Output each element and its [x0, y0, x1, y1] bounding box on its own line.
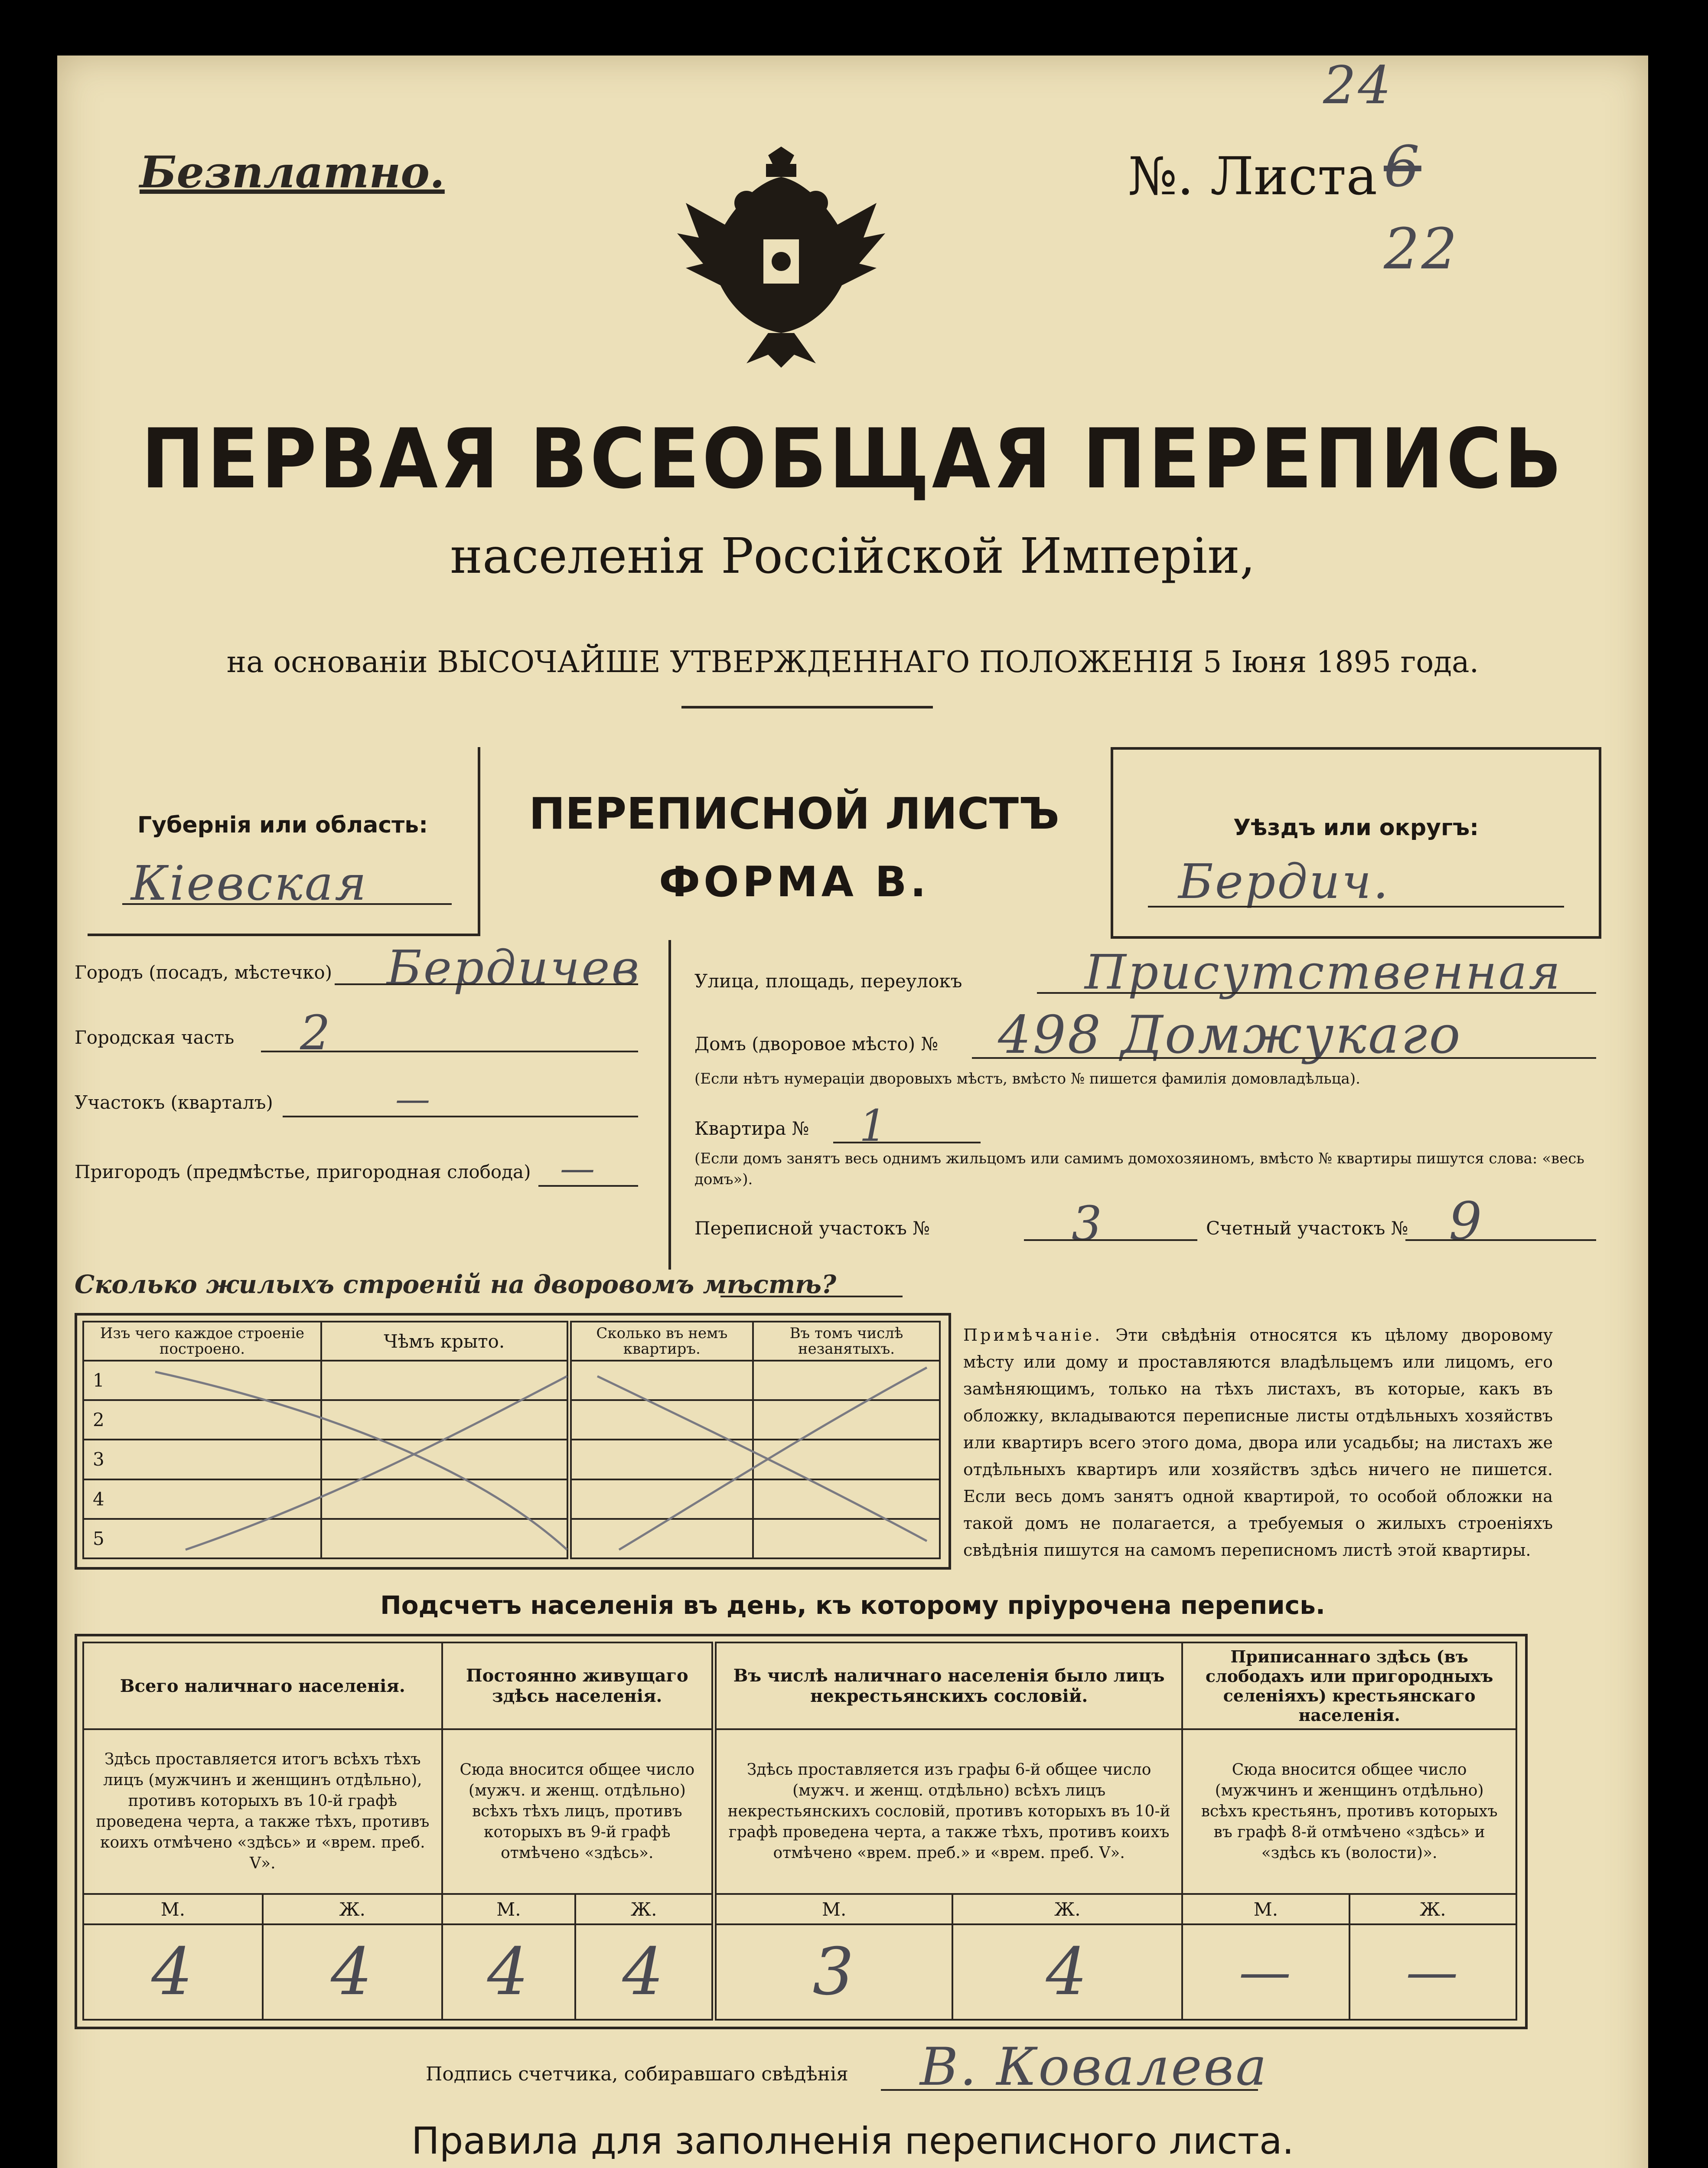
buildings-question-underline	[720, 1296, 903, 1297]
permanent-female: 4	[575, 1924, 714, 2020]
province-underline	[122, 903, 452, 905]
form-title: ПЕРЕПИСНОЙ ЛИСТЪ	[529, 788, 1059, 839]
province-box	[88, 747, 480, 936]
title-divider	[681, 706, 933, 709]
province-value: Кіевская	[131, 855, 368, 911]
city-value: Бердичев	[387, 940, 641, 996]
city-part-label: Городская часть	[75, 1027, 235, 1048]
apartment-underline	[833, 1142, 981, 1143]
precinct-label: Участокъ (кварталъ)	[75, 1092, 273, 1113]
buildings-col-roof: Чѣмъ крыто.	[321, 1322, 569, 1361]
city-part-value: 2	[300, 1005, 332, 1061]
pop-col-desc: Сюда вносится общее число (мужч. и женщ. отдѣльно) всѣхъ тѣхъ лицъ, противъ которыхъ въ 9-й графѣ отмѣчено «здѣсь».	[442, 1729, 714, 1894]
precinct-value: —	[395, 1079, 432, 1119]
pop-col-title: Постоянно живущаго здѣсь населенія.	[442, 1642, 714, 1729]
street-label: Улица, площадь, переулокъ	[694, 970, 962, 992]
sheet-number-label: №. Листа	[1128, 147, 1378, 207]
rules-title: Правила для заполненія переписного листа.	[411, 2119, 1294, 2163]
buildings-col-uninhabited: Въ томъ числѣ незанятыхъ.	[753, 1322, 940, 1361]
district-label: Уѣздъ или округъ:	[1233, 815, 1479, 841]
non-peasant-male: 3	[714, 1924, 952, 2020]
district-underline	[1148, 906, 1564, 908]
pop-col-desc: Здѣсь проставляется изъ графы 6-й общее число (мужч. и женщ. отдѣльно) всѣхъ лицъ некрестьянскихъ сословій, противъ которыхъ въ 10-й графѣ проведена черта, а также тѣхъ, противъ коихъ отмѣчено «врем. преб.» и «врем. преб. V».	[714, 1729, 1182, 1894]
buildings-question: Сколько жилыхъ строеній на дворовомъ мѣстѣ?	[75, 1270, 837, 1299]
page-title: ПЕРВАЯ ВСЕОБЩАЯ ПЕРЕПИСЬ	[141, 411, 1565, 507]
house-label: Домъ (дворовое мѣсто) №	[694, 1033, 939, 1055]
registered-peasant-male: —	[1182, 1924, 1349, 2020]
pop-col-desc: Здѣсь проставляется итогъ всѣхъ тѣхъ лицъ (мужчинъ и женщинъ отдѣльно), противъ которыхъ въ 10-й графѣ проведена черта, а также тѣхъ, противъ коихъ отмѣчено «здѣсь» и «врем. преб. V».	[83, 1729, 442, 1894]
female-label: Ж.	[952, 1894, 1182, 1924]
city-underline	[335, 983, 638, 985]
female-label: Ж.	[575, 1894, 714, 1924]
female-label: Ж.	[1349, 1894, 1516, 1924]
form-letter: ФОРМА В.	[658, 858, 930, 906]
district-value: Бердич.	[1178, 854, 1390, 909]
census-district-label: Переписной участокъ №	[694, 1218, 930, 1239]
house-note: (Если нѣтъ нумераціи дворовыхъ мѣстъ, вмѣсто № пишется фамилія домовладѣльца).	[694, 1070, 1360, 1087]
male-label: М.	[83, 1894, 263, 1924]
count-district-value: 9	[1449, 1192, 1484, 1252]
male-label: М.	[714, 1894, 952, 1924]
population-table	[82, 1642, 1517, 2021]
suburb-value: —	[560, 1148, 596, 1188]
pop-col-title: Всего наличнаго населенія.	[83, 1642, 442, 1729]
note-heading: Примѣчаніе.	[963, 1326, 1103, 1345]
buildings-table-frame	[75, 1313, 951, 1570]
crossed-out-marks	[77, 1316, 949, 1567]
census-sheet	[57, 56, 1648, 2168]
signature-label: Подпись счетчика, собиравшаго свѣдѣнія	[426, 2063, 848, 2085]
corner-number: 24	[1323, 56, 1393, 116]
street-value: Присутственная	[1085, 944, 1562, 1000]
female-label: Ж.	[263, 1894, 442, 1924]
address-left	[57, 940, 671, 1270]
street-underline	[1037, 992, 1596, 994]
population-heading: Подсчетъ населенія въ день, къ которому пріурочена перепись.	[380, 1590, 1325, 1620]
signature-value: В. Ковалева	[920, 2037, 1268, 2097]
apartment-note: (Если домъ занятъ весь однимъ жильцомъ или самимъ домохозяиномъ, вмѣсто № квартиры пишутся слова: «весь домъ»).	[694, 1150, 1584, 1188]
pop-col-title: Приписаннаго здѣсь (въ слободахъ или пригородныхъ селеніяхъ) крестьянскаго населенія.	[1182, 1642, 1516, 1729]
male-label: М.	[442, 1894, 576, 1924]
male-label: М.	[1182, 1894, 1349, 1924]
pop-col-desc: Сюда вносится общее число (мужчинъ и женщинъ отдѣльно) всѣхъ крестьянъ, противъ которыхъ въ графѣ 8-й отмѣчено «здѣсь» и «здѣсь къ (волости)».	[1182, 1729, 1516, 1894]
free-label: Безплатно.	[140, 147, 445, 198]
double-headed-eagle-icon	[668, 129, 894, 372]
city-part-underline	[261, 1051, 638, 1052]
population-table-frame	[75, 1634, 1528, 2029]
census-district-value: 3	[1072, 1196, 1104, 1251]
sheet-number-value-2: 22	[1384, 216, 1459, 282]
house-value: 498 Домжукаго	[998, 1005, 1462, 1065]
suburb-label: Пригородъ (предмѣстье, пригородная слобода)	[75, 1161, 531, 1182]
total-present-female: 4	[263, 1924, 442, 2020]
row-number: 2	[83, 1400, 321, 1440]
sheet-number-value: 6	[1384, 134, 1421, 199]
total-present-male: 4	[83, 1924, 263, 2020]
note-block	[963, 1322, 1553, 1564]
count-district-underline	[1405, 1239, 1596, 1241]
precinct-underline	[283, 1116, 638, 1117]
suburb-underline	[538, 1185, 638, 1187]
pop-col-title: Въ числѣ наличнаго населенія было лицъ некрестьянскихъ сословій.	[714, 1642, 1182, 1729]
permanent-male: 4	[442, 1924, 576, 2020]
apartment-label: Квартира №	[694, 1118, 809, 1139]
buildings-col-building: Изъ чего каждое строеніе построено.	[83, 1322, 321, 1361]
address-right	[668, 940, 1648, 1270]
registered-peasant-female: —	[1349, 1924, 1516, 2020]
signature-underline	[881, 2089, 1258, 2091]
non-peasant-female: 4	[952, 1924, 1182, 2020]
row-number: 1	[83, 1361, 321, 1400]
row-number: 4	[83, 1479, 321, 1519]
basis-line: на основаніи ВЫСОЧАЙШЕ УТВЕРЖДЕННАГО ПОЛОЖЕНІЯ 5 Іюня 1895 года.	[226, 645, 1479, 679]
buildings-col-apartments: Сколько въ немъ квартиръ.	[569, 1322, 753, 1361]
count-district-label: Счетный участокъ №	[1206, 1218, 1408, 1239]
row-number: 5	[83, 1519, 321, 1558]
census-district-underline	[1024, 1239, 1197, 1241]
city-label: Городъ (посадъ, мѣстечко)	[75, 962, 332, 983]
page-subtitle: населенія Россійской Имперіи,	[450, 528, 1255, 584]
district-box	[1111, 747, 1601, 939]
note-text: Эти свѣдѣнія относятся къ цѣлому дворовому мѣсту или дому и проставляются владѣльцемъ или лицомъ, его замѣняющимъ, только на тѣхъ листахъ, въ которые, какъ въ обложку, вкладываются переписные листы отдѣльныхъ хозяйствъ или квартиръ всего этого дома, двора или усадьбы; на листахъ же отдѣльныхъ квартиръ или хозяйствъ здѣсь ничего не пишется. Если весь домъ занятъ одной квартирой, то особой обложки на такой домъ не полагается, а требуемыя о жилыхъ строеніяхъ свѣдѣнія пишутся на самомъ переписномъ листѣ этой квартиры.	[963, 1326, 1553, 1560]
house-underline	[972, 1057, 1596, 1059]
province-label: Губернія или область:	[137, 812, 428, 838]
row-number: 3	[83, 1440, 321, 1479]
apartment-value: 1	[859, 1100, 889, 1151]
